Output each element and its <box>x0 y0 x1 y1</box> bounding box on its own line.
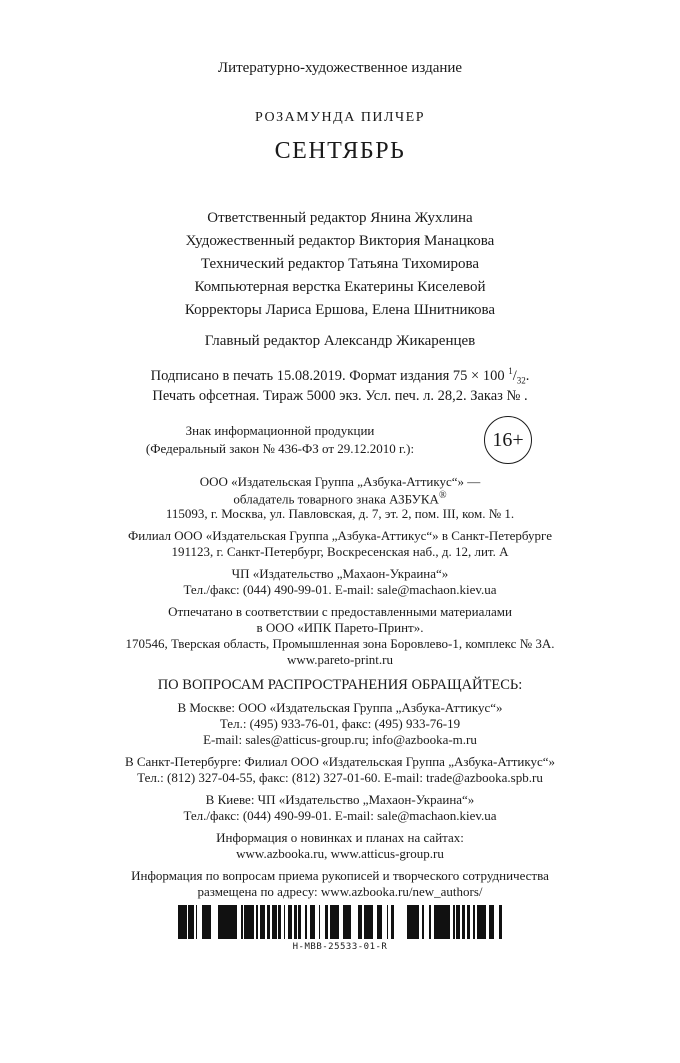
printer-address: 170546, Тверская область, Промышленная зона Боровлево-1, комплекс № 3А. <box>125 636 555 651</box>
barcode-bar <box>244 905 247 939</box>
author-name: РОЗАМУНДА ПИЛЧЕР <box>255 110 425 125</box>
barcode-bar <box>242 905 243 939</box>
barcode-bar <box>184 905 185 939</box>
registered-mark: ® <box>438 490 447 501</box>
distribution-moscow-phone: Тел.: (495) 933-76-01, факс: (495) 933-76-19 <box>219 716 461 731</box>
barcode-bar <box>275 905 277 939</box>
barcode-bar <box>312 905 315 939</box>
barcode-bar <box>444 905 446 939</box>
barcode-bar <box>359 905 362 939</box>
barcode-bar <box>367 905 370 939</box>
barcode <box>178 905 502 939</box>
barcode-bar <box>458 905 460 939</box>
barcode-bar <box>377 905 378 939</box>
barcode-bar <box>319 905 320 939</box>
barcode-bar <box>235 905 237 939</box>
barcode-bar <box>456 905 457 939</box>
barcode-bar <box>415 905 418 939</box>
ukraine-contacts: Тел./факс: (044) 490-99-01. E-mail: sale@machaon.kiev.ua <box>183 582 497 597</box>
barcode-bar <box>453 905 455 939</box>
barcode-bar <box>278 905 281 939</box>
barcode-bar <box>439 905 441 939</box>
barcode-bar <box>185 905 186 939</box>
credit-line: Художественный редактор Виктория Манацкова <box>185 233 495 249</box>
barcode-bar <box>379 905 382 939</box>
barcode-bar <box>305 905 307 939</box>
edition-type: Литературно-художественное издание <box>217 60 463 76</box>
barcode-bar <box>410 905 412 939</box>
barcode-bar <box>418 905 419 939</box>
printer-name: в ООО «ИПК Парето-Принт». <box>256 620 424 635</box>
publisher-trademark: обладатель товарного знака АЗБУКА® <box>233 490 447 507</box>
distribution-kiev: В Киеве: ЧП «Издательство „Махаон-Украина“» <box>205 792 475 807</box>
barcode-bar <box>422 905 424 939</box>
barcode-bar <box>436 905 438 939</box>
fraction-denominator: 32 <box>516 375 526 386</box>
barcode-bar <box>210 905 211 939</box>
ukraine-publisher: ЧП «Издательство „Махаон-Украина“» <box>231 566 449 581</box>
barcode-graphic <box>178 905 502 939</box>
barcode-bar <box>462 905 465 939</box>
barcode-bar <box>489 905 492 939</box>
barcode-bar <box>264 905 265 939</box>
barcode-bar <box>284 905 285 939</box>
publisher-address: 115093, г. Москва, ул. Павловская, д. 7, эт. 2, пом. III, ком. № 1. <box>165 506 515 521</box>
barcode-bar <box>188 905 191 939</box>
publisher-line: ООО «Издательская Группа „Азбука-Аттикус“» — <box>199 474 481 489</box>
barcode-bar <box>330 905 333 939</box>
fraction-numerator: 1 <box>508 366 513 376</box>
barcode-bar <box>438 905 439 939</box>
barcode-bar <box>350 905 351 939</box>
barcode-bar <box>447 905 448 939</box>
branch-line: Филиал ООО «Издательская Группа „Азбука-Аттикус“» в Санкт-Петербурге <box>128 528 552 543</box>
distribution-moscow: В Москве: ООО «Издательская Группа „Азбука-Аттикус“» <box>177 700 503 715</box>
age-mark-label: Знак информационной продукции <box>185 423 375 438</box>
barcode-bar <box>241 905 242 939</box>
barcode-bar <box>435 905 436 939</box>
barcode-bar <box>208 905 210 939</box>
barcode-bar <box>407 905 410 939</box>
barcode-bar <box>483 905 486 939</box>
barcode-bar <box>378 905 379 939</box>
barcode-bar <box>179 905 182 939</box>
barcode-bar <box>358 905 359 939</box>
barcode-bar <box>441 905 444 939</box>
barcode-bar <box>457 905 458 939</box>
barcode-bar <box>448 905 449 939</box>
barcode-bar <box>191 905 194 939</box>
barcode-bar <box>231 905 233 939</box>
websites-label: Информация о новинках и планах на сайтах: <box>216 830 464 845</box>
barcode-bar <box>480 905 483 939</box>
barcode-bar <box>492 905 494 939</box>
credit-line: Технический редактор Татьяна Тихомирова <box>200 256 480 272</box>
manuscripts-info: Информация по вопросам приема рукописей и творческого сотрудничества <box>131 868 549 883</box>
print-info-line1: Подписано в печать 15.08.2019. Формат издания 75 × 100 $^1/_{32}$. <box>150 366 530 386</box>
barcode-bar <box>221 905 224 939</box>
barcode-bar <box>499 905 502 939</box>
branch-address: 191123, г. Санкт-Петербург, Воскресенская наб., д. 12, лит. А <box>171 544 509 559</box>
credit-line: Ответственный редактор Янина Жухлина <box>207 210 473 226</box>
distribution-spb-contacts: Тел.: (812) 327-04-55, факс: (812) 327-01-60. E-mail: trade@azbooka.spb.ru <box>137 770 543 785</box>
barcode-bar <box>327 905 328 939</box>
barcode-bar <box>446 905 447 939</box>
barcode-bar <box>325 905 327 939</box>
websites-list: www.azbooka.ru, www.atticus-group.ru <box>236 846 444 861</box>
barcode-bar <box>434 905 435 939</box>
barcode-bar <box>251 905 254 939</box>
printer-line: Отпечатано в соответствии с предоставленными материалами <box>168 604 512 619</box>
barcode-bar <box>267 905 270 939</box>
age-mark-law: (Федеральный закон № 436-ФЗ от 29.12.2010 г.): <box>145 441 415 456</box>
credit-line: Компьютерная верстка Екатерины Киселевой <box>194 279 486 295</box>
barcode-bar <box>203 905 205 939</box>
barcode-bar <box>288 905 290 939</box>
barcode-bar <box>256 905 258 939</box>
barcode-bar <box>477 905 480 939</box>
barcode-bar <box>371 905 373 939</box>
distribution-moscow-email: E-mail: sales@atticus-group.ru; info@azbooka-m.ru <box>203 732 477 747</box>
barcode-bar <box>346 905 348 939</box>
barcode-bar <box>343 905 346 939</box>
distribution-spb: В Санкт-Петербурге: Филиал ООО «Издательская Группа „Азбука-Аттикус“» <box>124 754 556 769</box>
credit-line: Корректоры Лариса Ершова, Елена Шнитникова <box>184 302 496 318</box>
print-info-line2: Печать офсетная. Тираж 5000 экз. Усл. печ. л. 28,2. Заказ № . <box>152 388 528 404</box>
book-title: СЕНТЯБРЬ <box>274 138 406 164</box>
barcode-bar <box>262 905 264 939</box>
barcode-bar <box>449 905 450 939</box>
barcode-bar <box>348 905 350 939</box>
barcode-bar <box>247 905 249 939</box>
barcode-bar <box>186 905 187 939</box>
barcode-bar <box>290 905 292 939</box>
barcode-bar <box>412 905 415 939</box>
barcode-bar <box>182 905 184 939</box>
distribution-heading: ПО ВОПРОСАМ РАСПРОСТРАНЕНИЯ ОБРАЩАЙТЕСЬ: <box>157 677 523 693</box>
barcode-bar <box>310 905 312 939</box>
distribution-kiev-contacts: Тел./факс: (044) 490-99-01. E-mail: sale@machaon.kiev.ua <box>183 808 497 823</box>
barcode-bar <box>249 905 251 939</box>
chief-editor: Главный редактор Александр Жикаренцев <box>204 333 476 349</box>
barcode-bar <box>178 905 179 939</box>
barcode-bar <box>429 905 431 939</box>
barcode-bar <box>205 905 208 939</box>
barcode-bar <box>218 905 221 939</box>
barcode-bar <box>364 905 365 939</box>
barcode-code: Н-МВВ-25533-01-R <box>292 942 388 952</box>
barcode-bar <box>298 905 301 939</box>
barcode-bar <box>336 905 339 939</box>
barcode-bar <box>233 905 235 939</box>
barcode-bar <box>387 905 388 939</box>
barcode-bar <box>229 905 231 939</box>
barcode-bar <box>473 905 475 939</box>
barcode-bar <box>391 905 394 939</box>
barcode-bar <box>224 905 226 939</box>
age-rating-badge: 16+ <box>484 416 532 464</box>
barcode-bar <box>467 905 470 939</box>
barcode-bar <box>272 905 275 939</box>
barcode-bar <box>202 905 203 939</box>
barcode-bar <box>260 905 262 939</box>
barcode-bar <box>333 905 336 939</box>
printer-website: www.pareto-print.ru <box>286 652 393 667</box>
manuscripts-address: размещена по адресу: www.azbooka.ru/new_authors/ <box>197 884 483 899</box>
barcode-bar <box>196 905 197 939</box>
barcode-bar <box>370 905 371 939</box>
barcode-bar <box>294 905 297 939</box>
barcode-bar <box>226 905 229 939</box>
barcode-bar <box>365 905 367 939</box>
